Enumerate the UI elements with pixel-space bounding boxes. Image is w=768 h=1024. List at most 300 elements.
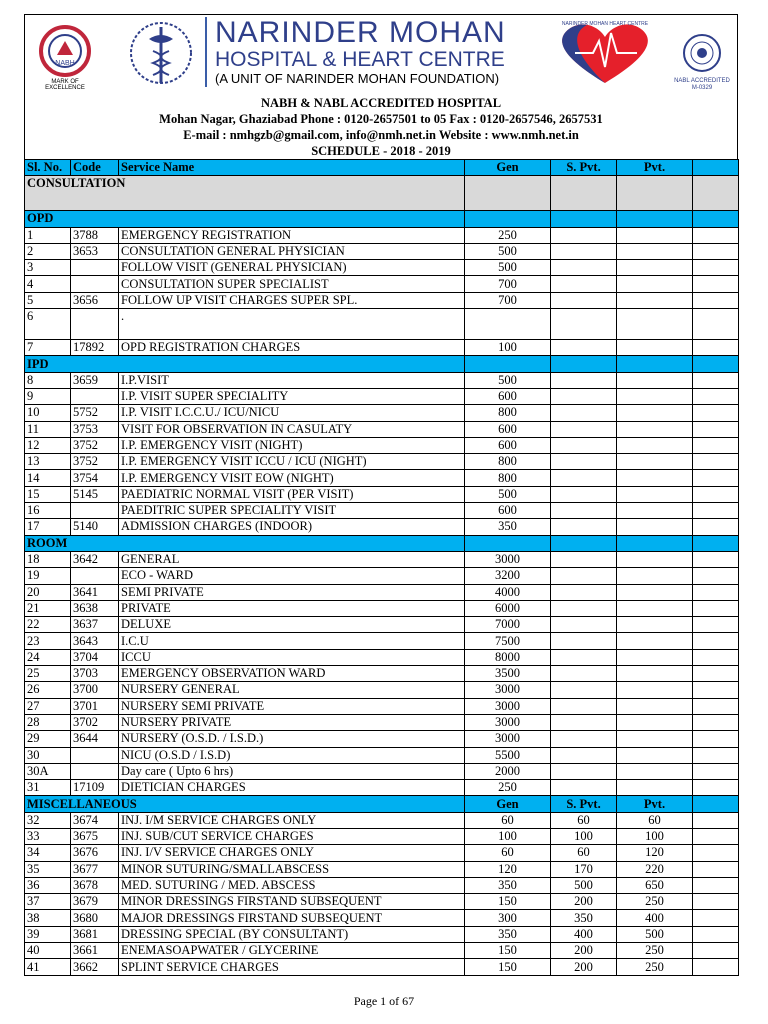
table-row [25, 926, 739, 942]
gen-price-cell: 300 [465, 910, 551, 926]
service-name-cell: GENERAL [119, 551, 465, 567]
service-name-cell: I.P.VISIT [119, 372, 465, 388]
semi-pvt-price-cell [551, 454, 617, 470]
serial-number-cell: 37 [25, 894, 71, 910]
gen-price-cell: 600 [465, 503, 551, 519]
pvt-price-cell: 120 [617, 845, 693, 861]
gen-price-cell: 250 [465, 780, 551, 796]
gen-price-cell: 500 [465, 243, 551, 259]
nabl-logo [670, 33, 734, 92]
gen-price-cell: 120 [465, 861, 551, 877]
service-name-cell: PRIVATE [119, 600, 465, 616]
serial-number-cell: 27 [25, 698, 71, 714]
serial-number-cell: 23 [25, 633, 71, 649]
semi-pvt-price-cell [551, 551, 617, 567]
service-name-cell: MED. SUTURING / MED. ABSCESS [119, 877, 465, 893]
semi-pvt-price-cell [551, 584, 617, 600]
service-name-cell: DIETICIAN CHARGES [119, 780, 465, 796]
service-name-cell: I.P. VISIT I.C.C.U./ ICU/NICU [119, 405, 465, 421]
empty-cell [693, 649, 739, 665]
table-row [25, 714, 739, 730]
service-name-cell: ADMISSION CHARGES (INDOOR) [119, 519, 465, 535]
serial-number-cell: 28 [25, 714, 71, 730]
table-row [25, 437, 739, 453]
table-row [25, 551, 739, 567]
pvt-price-cell: 250 [617, 894, 693, 910]
gen-price-cell: 3000 [465, 714, 551, 730]
empty-cell [693, 828, 739, 844]
section-header-cell [551, 211, 617, 227]
empty-cell [693, 388, 739, 404]
code-cell: 3752 [71, 437, 119, 453]
pvt-price-cell [617, 666, 693, 682]
section-header-cell [465, 211, 551, 227]
serial-number-cell: 38 [25, 910, 71, 926]
service-name-cell: INJ. SUB/CUT SERVICE CHARGES [119, 828, 465, 844]
code-cell: 3637 [71, 617, 119, 633]
semi-pvt-price-cell [551, 292, 617, 308]
serial-number-cell: 31 [25, 780, 71, 796]
column-header: Sl. No. [25, 160, 71, 176]
empty-cell [693, 959, 739, 975]
table-row [25, 731, 739, 747]
semi-pvt-price-cell [551, 260, 617, 276]
hospital-name-line3: (A UNIT OF NARINDER MOHAN FOUNDATION) [215, 71, 500, 86]
pvt-price-cell [617, 584, 693, 600]
semi-pvt-price-cell [551, 714, 617, 730]
table-row [25, 828, 739, 844]
serial-number-cell: 15 [25, 486, 71, 502]
empty-cell [693, 845, 739, 861]
gen-price-cell: 500 [465, 486, 551, 502]
table-row [25, 227, 739, 243]
empty-cell [693, 910, 739, 926]
empty-cell [693, 600, 739, 616]
pvt-price-cell: 250 [617, 959, 693, 975]
semi-pvt-price-cell [551, 470, 617, 486]
empty-cell [693, 584, 739, 600]
gen-price-cell: 600 [465, 437, 551, 453]
column-header: Pvt. [617, 160, 693, 176]
code-cell: 3678 [71, 877, 119, 893]
semi-pvt-price-cell [551, 437, 617, 453]
table-row [25, 894, 739, 910]
serial-number-cell: 35 [25, 861, 71, 877]
code-cell: 3675 [71, 828, 119, 844]
gen-price-cell: 3000 [465, 682, 551, 698]
table-header-row [25, 160, 739, 176]
column-header: Code [71, 160, 119, 176]
section-header-cell [617, 176, 693, 211]
empty-cell [693, 503, 739, 519]
gen-price-cell: 60 [465, 845, 551, 861]
header-banner [24, 14, 738, 93]
document-page [24, 14, 738, 976]
service-name-cell: INJ. I/M SERVICE CHARGES ONLY [119, 812, 465, 828]
service-name-cell: PAEDIATRIC NORMAL VISIT (PER VISIT) [119, 486, 465, 502]
serial-number-cell: 25 [25, 666, 71, 682]
code-cell [71, 276, 119, 292]
empty-cell [693, 763, 739, 779]
semi-pvt-price-cell [551, 227, 617, 243]
serial-number-cell: 29 [25, 731, 71, 747]
section-header-cell [693, 176, 739, 211]
pvt-price-cell [617, 649, 693, 665]
code-cell: 3700 [71, 682, 119, 698]
pvt-price-cell: 60 [617, 812, 693, 828]
code-cell: 17892 [71, 340, 119, 356]
section-header-row [25, 356, 739, 372]
section-title: ROOM [25, 535, 465, 551]
serial-number-cell: 5 [25, 292, 71, 308]
pvt-price-cell [617, 714, 693, 730]
gen-price-cell: 100 [465, 828, 551, 844]
table-row [25, 600, 739, 616]
serial-number-cell: 11 [25, 421, 71, 437]
empty-cell [693, 421, 739, 437]
table-row [25, 276, 739, 292]
serial-number-cell: 30A [25, 763, 71, 779]
pvt-price-cell [617, 437, 693, 453]
code-cell: 3788 [71, 227, 119, 243]
nabl-seal-icon [682, 33, 722, 73]
service-name-cell: CONSULTATION SUPER SPECIALIST [119, 276, 465, 292]
service-name-cell: NURSERY SEMI PRIVATE [119, 698, 465, 714]
gen-price-cell: 3000 [465, 698, 551, 714]
service-name-cell: ENEMASOAPWATER / GLYCERINE [119, 943, 465, 959]
gen-price-cell: 700 [465, 276, 551, 292]
section-header-cell [617, 211, 693, 227]
pvt-price-cell [617, 747, 693, 763]
code-cell: 3644 [71, 731, 119, 747]
semi-pvt-price-cell: 400 [551, 926, 617, 942]
section-title: MISCELLANEOUS [25, 796, 465, 812]
service-name-cell: NURSERY (O.S.D. / I.S.D.) [119, 731, 465, 747]
semi-pvt-price-cell [551, 372, 617, 388]
gen-price-cell: 700 [465, 292, 551, 308]
heart-centre-logo-icon [545, 19, 665, 89]
empty-cell [693, 568, 739, 584]
semi-pvt-price-cell [551, 405, 617, 421]
gen-price-cell: 150 [465, 959, 551, 975]
serial-number-cell: 4 [25, 276, 71, 292]
service-name-cell: I.P. EMERGENCY VISIT ICCU / ICU (NIGHT) [119, 454, 465, 470]
service-name-cell: OPD REGISTRATION CHARGES [119, 340, 465, 356]
serial-number-cell: 14 [25, 470, 71, 486]
service-name-cell: CONSULTATION GENERAL PHYSICIAN [119, 243, 465, 259]
pvt-price-cell [617, 372, 693, 388]
gen-price-cell: 600 [465, 421, 551, 437]
accreditation-line: NABH & NABL ACCREDITED HOSPITAL [260, 96, 502, 110]
semi-pvt-price-cell: 60 [551, 812, 617, 828]
pvt-price-cell [617, 519, 693, 535]
empty-cell [693, 861, 739, 877]
code-cell: 3653 [71, 243, 119, 259]
service-name-cell: . [119, 309, 465, 340]
empty-cell [693, 877, 739, 893]
service-name-cell: EMERGENCY OBSERVATION WARD [119, 666, 465, 682]
code-cell: 3638 [71, 600, 119, 616]
empty-cell [693, 227, 739, 243]
code-cell: 3753 [71, 421, 119, 437]
column-header: Gen [465, 160, 551, 176]
nabh-seal-icon [39, 25, 91, 77]
service-name-cell: DELUXE [119, 617, 465, 633]
code-cell: 3702 [71, 714, 119, 730]
code-cell: 3677 [71, 861, 119, 877]
pvt-price-cell: 500 [617, 926, 693, 942]
empty-cell [693, 243, 739, 259]
semi-pvt-price-cell [551, 682, 617, 698]
gen-price-cell: 350 [465, 519, 551, 535]
empty-cell [693, 731, 739, 747]
empty-cell [693, 309, 739, 340]
table-row [25, 584, 739, 600]
semi-pvt-price-cell [551, 503, 617, 519]
service-name-cell: PAEDITRIC SUPER SPECIALITY VISIT [119, 503, 465, 519]
gen-price-cell [465, 309, 551, 340]
empty-cell [693, 437, 739, 453]
semi-pvt-price-cell [551, 617, 617, 633]
semi-pvt-price-cell [551, 309, 617, 340]
gen-price-cell: 8000 [465, 649, 551, 665]
code-cell [71, 763, 119, 779]
contact-line: E-mail : nmhgzb@gmail.com, info@nmh.net.in Website : www.nmh.net.in [183, 128, 579, 142]
table-row [25, 309, 739, 340]
gen-price-cell: 150 [465, 943, 551, 959]
section-header-cell [693, 356, 739, 372]
serial-number-cell: 39 [25, 926, 71, 942]
serial-number-cell: 26 [25, 682, 71, 698]
tariff-table [24, 159, 739, 976]
serial-number-cell: 17 [25, 519, 71, 535]
section-title: IPD [25, 356, 465, 372]
code-cell: 3642 [71, 551, 119, 567]
serial-number-cell: 41 [25, 959, 71, 975]
pvt-price-cell [617, 731, 693, 747]
code-cell: 3674 [71, 812, 119, 828]
table-row [25, 470, 739, 486]
pvt-price-cell: 650 [617, 877, 693, 893]
pvt-price-cell [617, 388, 693, 404]
page-footer: Page 1 of 67 [353, 994, 415, 1008]
gen-price-cell: 5500 [465, 747, 551, 763]
gen-price-cell: 4000 [465, 584, 551, 600]
pvt-price-cell [617, 568, 693, 584]
pvt-price-cell [617, 227, 693, 243]
code-cell: 3701 [71, 698, 119, 714]
pvt-price-cell [617, 421, 693, 437]
section-header-cell: Pvt. [617, 796, 693, 812]
pvt-price-cell [617, 470, 693, 486]
service-name-cell: MINOR SUTURING/SMALLABSCESS [119, 861, 465, 877]
code-cell [71, 503, 119, 519]
semi-pvt-price-cell [551, 568, 617, 584]
empty-cell [693, 260, 739, 276]
serial-number-cell: 21 [25, 600, 71, 616]
empty-cell [693, 926, 739, 942]
semi-pvt-price-cell [551, 649, 617, 665]
semi-pvt-price-cell: 500 [551, 877, 617, 893]
semi-pvt-price-cell [551, 340, 617, 356]
gen-price-cell: 500 [465, 372, 551, 388]
svg-text:NARINDER MOHAN HEART CENTRE: NARINDER MOHAN HEART CENTRE [561, 21, 649, 27]
semi-pvt-price-cell [551, 519, 617, 535]
service-name-cell: INJ. I/V SERVICE CHARGES ONLY [119, 845, 465, 861]
column-header [693, 160, 739, 176]
gen-price-cell: 3500 [465, 666, 551, 682]
gen-price-cell: 3000 [465, 731, 551, 747]
service-name-cell: NICU (O.S.D / I.S.D) [119, 747, 465, 763]
table-row [25, 292, 739, 308]
section-header-row [25, 176, 739, 211]
serial-number-cell: 18 [25, 551, 71, 567]
table-row [25, 666, 739, 682]
serial-number-cell: 34 [25, 845, 71, 861]
pvt-price-cell [617, 503, 693, 519]
semi-pvt-price-cell [551, 780, 617, 796]
serial-number-cell: 13 [25, 454, 71, 470]
serial-number-cell: 36 [25, 877, 71, 893]
semi-pvt-price-cell [551, 243, 617, 259]
section-header-cell [465, 176, 551, 211]
section-header-cell [693, 535, 739, 551]
semi-pvt-price-cell: 60 [551, 845, 617, 861]
pvt-price-cell [617, 292, 693, 308]
semi-pvt-price-cell [551, 421, 617, 437]
section-header-cell: Gen [465, 796, 551, 812]
hospital-name-line2: HOSPITAL & HEART CENTRE [215, 48, 505, 71]
gen-price-cell: 3200 [465, 568, 551, 584]
serial-number-cell: 6 [25, 309, 71, 340]
table-row [25, 405, 739, 421]
empty-cell [693, 894, 739, 910]
section-header-cell [551, 535, 617, 551]
code-cell [71, 568, 119, 584]
empty-cell [693, 780, 739, 796]
serial-number-cell: 33 [25, 828, 71, 844]
table-row [25, 763, 739, 779]
table-row [25, 877, 739, 893]
service-name-cell: MINOR DRESSINGS FIRSTAND SUBSEQUENT [119, 894, 465, 910]
section-header-cell [617, 535, 693, 551]
serial-number-cell: 10 [25, 405, 71, 421]
gen-price-cell: 2000 [465, 763, 551, 779]
code-cell: 3754 [71, 470, 119, 486]
pvt-price-cell [617, 405, 693, 421]
serial-number-cell: 22 [25, 617, 71, 633]
empty-cell [693, 666, 739, 682]
table-row [25, 454, 739, 470]
semi-pvt-price-cell [551, 763, 617, 779]
hospital-info [24, 93, 738, 159]
gen-price-cell: 100 [465, 340, 551, 356]
empty-cell [693, 617, 739, 633]
column-header: S. Pvt. [551, 160, 617, 176]
empty-cell [693, 470, 739, 486]
empty-cell [693, 292, 739, 308]
code-cell: 3752 [71, 454, 119, 470]
schedule-line: SCHEDULE - 2018 - 2019 [311, 144, 451, 158]
gen-price-cell: 800 [465, 454, 551, 470]
table-row [25, 340, 739, 356]
code-cell: 3679 [71, 894, 119, 910]
table-row [25, 698, 739, 714]
table-row [25, 747, 739, 763]
section-header-cell [693, 211, 739, 227]
table-row [25, 568, 739, 584]
nabh-caption: MARK OF EXCELLENCE [45, 79, 85, 91]
semi-pvt-price-cell [551, 276, 617, 292]
table-row [25, 780, 739, 796]
section-header-row [25, 796, 739, 812]
serial-number-cell: 20 [25, 584, 71, 600]
code-cell: 5145 [71, 486, 119, 502]
section-header-cell [693, 796, 739, 812]
semi-pvt-price-cell: 200 [551, 943, 617, 959]
serial-number-cell: 24 [25, 649, 71, 665]
serial-number-cell: 40 [25, 943, 71, 959]
code-cell [71, 747, 119, 763]
table-row [25, 633, 739, 649]
empty-cell [693, 551, 739, 567]
empty-cell [693, 633, 739, 649]
table-row [25, 861, 739, 877]
pvt-price-cell [617, 698, 693, 714]
pvt-price-cell: 400 [617, 910, 693, 926]
semi-pvt-price-cell [551, 388, 617, 404]
service-name-cell: ECO - WARD [119, 568, 465, 584]
empty-cell [693, 812, 739, 828]
semi-pvt-price-cell: 200 [551, 959, 617, 975]
svg-text:NABH: NABH [55, 60, 75, 67]
gen-price-cell: 500 [465, 260, 551, 276]
service-name-cell: EMERGENCY REGISTRATION [119, 227, 465, 243]
table-row [25, 503, 739, 519]
serial-number-cell: 19 [25, 568, 71, 584]
service-name-cell: SEMI PRIVATE [119, 584, 465, 600]
empty-cell [693, 519, 739, 535]
empty-cell [693, 372, 739, 388]
section-header-row [25, 535, 739, 551]
table-row [25, 682, 739, 698]
service-name-cell: FOLLOW UP VISIT CHARGES SUPER SPL. [119, 292, 465, 308]
gen-price-cell: 150 [465, 894, 551, 910]
code-cell: 5752 [71, 405, 119, 421]
code-cell: 3703 [71, 666, 119, 682]
service-name-cell: MAJOR DRESSINGS FIRSTAND SUBSEQUENT [119, 910, 465, 926]
code-cell: 3659 [71, 372, 119, 388]
table-row [25, 486, 739, 502]
table-row [25, 649, 739, 665]
service-name-cell: I.P. VISIT SUPER SPECIALITY [119, 388, 465, 404]
nabl-caption-line1: NABL ACCREDITED [674, 78, 730, 84]
empty-cell [693, 714, 739, 730]
empty-cell [693, 943, 739, 959]
table-row [25, 243, 739, 259]
table-row [25, 910, 739, 926]
nabl-caption-line2: M-0329 [691, 85, 713, 91]
pvt-price-cell [617, 763, 693, 779]
section-title: OPD [25, 211, 465, 227]
table-row [25, 519, 739, 535]
serial-number-cell: 9 [25, 388, 71, 404]
table-row [25, 421, 739, 437]
section-header-cell: S. Pvt. [551, 796, 617, 812]
empty-cell [693, 405, 739, 421]
table-row [25, 959, 739, 975]
service-name-cell: NURSERY GENERAL [119, 682, 465, 698]
